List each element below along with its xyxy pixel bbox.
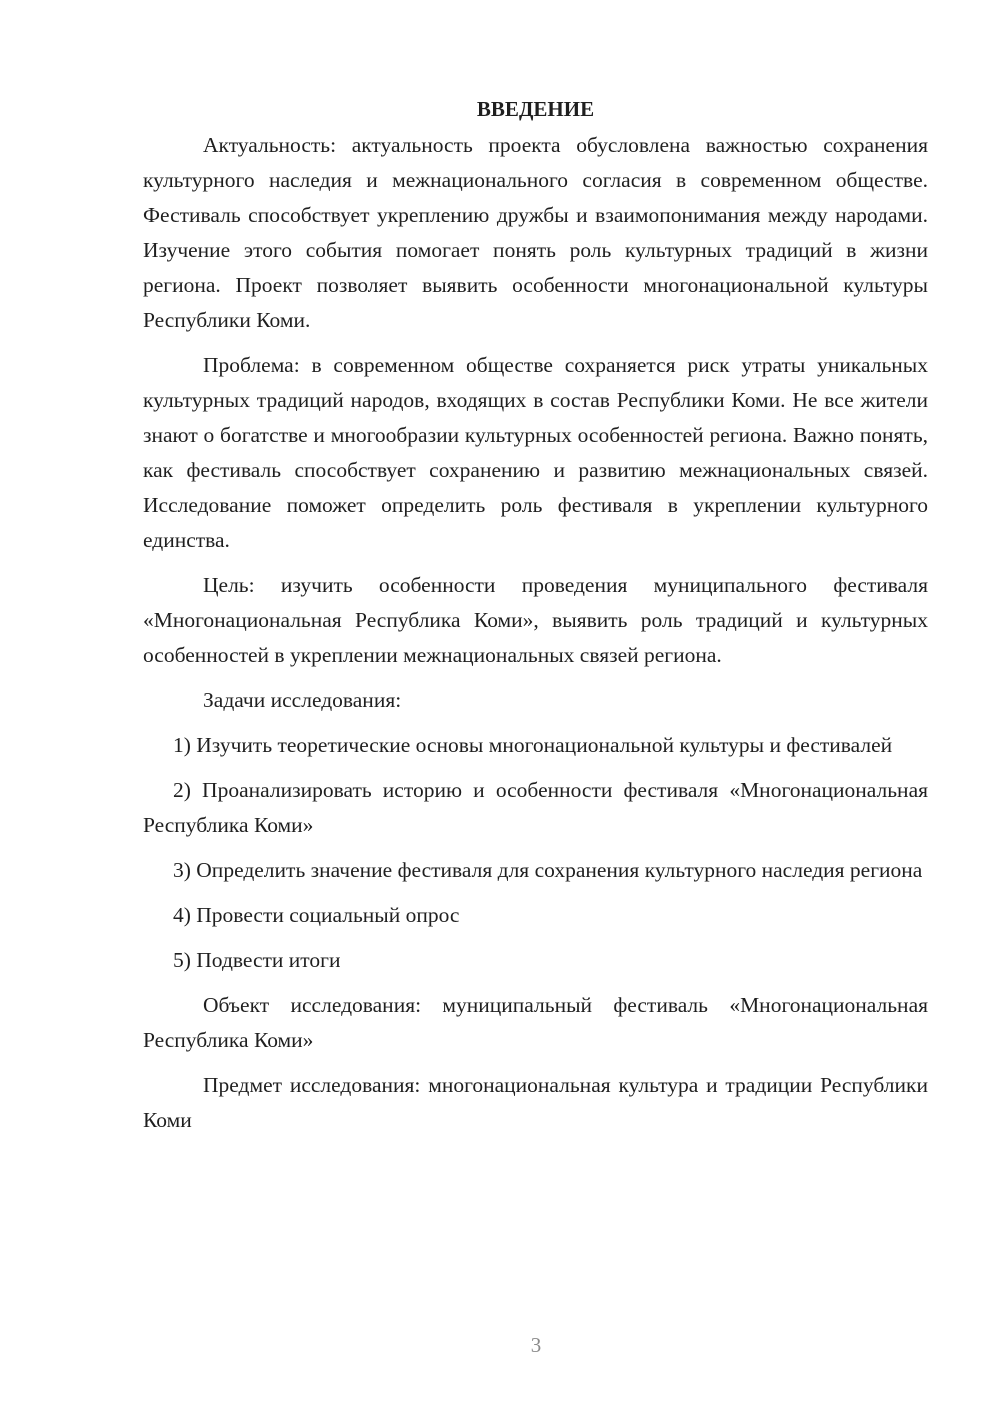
task-item-2: 2) Проанализировать историю и особенности фестиваля «Многонациональная Республика Коми» [143, 778, 928, 837]
task-item-1: 1) Изучить теоретические основы многонациональной культуры и фестивалей [173, 733, 893, 757]
task-item-4: 4) Провести социальный опрос [173, 903, 460, 927]
paragraph-problem: Проблема: в современном обществе сохраняется риск утраты уникальных культурных традиций народов, входящих в состав Республики Коми. Не все жители знают о богатстве и многообразии культурных особенностей региона. Важно понять, как фестиваль способствует сохранению и развитию межнациональных связей. Исследование поможет определить роль фестиваля в укреплении культурного единства. [143, 353, 928, 552]
paragraph-object: Объект исследования: муниципальный фестиваль «Многонациональная Республика Коми» [143, 993, 928, 1052]
task-item-5: 5) Подвести итоги [173, 948, 341, 972]
page-content [143, 92, 928, 1138]
section-title: ВВЕДЕНИЕ [476, 97, 595, 121]
task-item-3: 3) Определить значение фестиваля для сохранения культурного наследия региона [173, 858, 923, 882]
page-number: 3 [530, 1333, 542, 1357]
paragraph-goal: Цель: изучить особенности проведения муниципального фестиваля «Многонациональная Республика Коми», выявить роль традиций и культурных особенностей в укреплении межнациональных связей региона. [143, 573, 928, 667]
paragraph-subject: Предмет исследования: многонациональная культура и традиции Республики Коми [143, 1073, 928, 1132]
paragraph-relevance: Актуальность: актуальность проекта обусловлена важностью сохранения культурного наследия и межнационального согласия в современном обществе. Фестиваль способствует укреплению дружбы и взаимопонимания между народами. Изучение этого события помогает понять роль культурных традиций в жизни региона. Проект позволяет выявить особенности многонациональной культуры Республики Коми. [143, 133, 928, 332]
tasks-heading: Задачи исследования: [203, 688, 402, 712]
